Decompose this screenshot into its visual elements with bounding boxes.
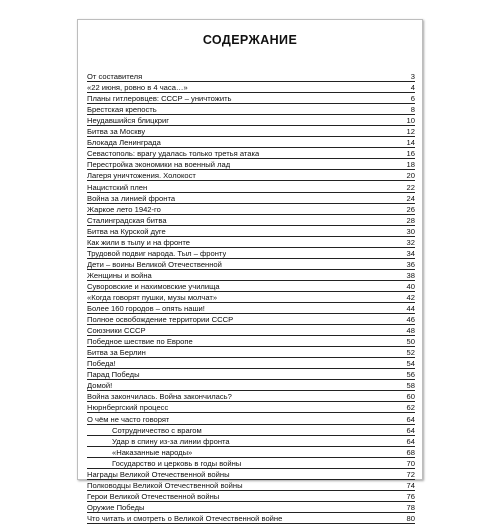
toc-entry-page: 22	[406, 182, 415, 192]
toc-entry-title: Севастополь: врагу удалась только третья атака	[87, 149, 260, 159]
toc-entry	[87, 104, 415, 115]
toc-entry-title: Государство и церковь в годы войны	[112, 458, 242, 468]
toc-entry-page: 26	[406, 204, 415, 214]
toc-entry-page: 72	[406, 469, 415, 479]
toc-entry	[87, 281, 415, 292]
toc-entry	[87, 248, 415, 259]
toc-entry	[87, 469, 415, 480]
toc-entry-title: Удар в спину из-за линии фронта	[112, 436, 230, 446]
toc-entry-title: Суворовские и нахимовские училища	[87, 281, 220, 291]
toc-entry-title: Герои Великой Отечественной войны	[87, 491, 220, 501]
toc-entry	[87, 347, 415, 358]
toc-entry	[87, 402, 415, 413]
toc-entry-title: Союзники СССР	[87, 326, 146, 336]
toc-entry-page: 36	[406, 259, 415, 269]
toc-entry-title: Полное освобождение территории СССР	[87, 315, 234, 325]
toc-entry	[87, 193, 415, 204]
toc-entry	[87, 436, 415, 447]
toc-entry-title: Оружие Победы	[87, 502, 145, 512]
toc-entry	[87, 270, 415, 281]
toc-entry-page: 3	[410, 72, 415, 82]
document-page	[77, 19, 423, 523]
toc-entry-title: «Когда говорят пушки, музы молчат»	[87, 292, 218, 302]
toc-entry-title: Неудавшийся блицкриг	[87, 116, 170, 126]
toc-entry	[87, 303, 415, 314]
toc-entry-page: 28	[406, 215, 415, 225]
toc-entry-title: Планы гитлеровцев: СССР – уничтожить	[87, 94, 232, 104]
toc-entry-page: 58	[406, 381, 415, 391]
toc-entry-page: 42	[406, 292, 415, 302]
toc-entry	[87, 170, 415, 181]
toc-entry-page: 74	[406, 480, 415, 490]
toc-entry-title: Битва на Курской дуге	[87, 226, 166, 236]
toc-entry-page: 6	[410, 94, 415, 104]
toc-entry	[87, 458, 415, 469]
toc-entry-page: 32	[406, 237, 415, 247]
toc-entry	[87, 115, 415, 126]
toc-entry	[87, 491, 415, 502]
toc-entry-title: Сталинградская битва	[87, 215, 167, 225]
toc-entry	[87, 292, 415, 303]
toc-entry	[87, 226, 415, 237]
toc-entry-page: 50	[406, 337, 415, 347]
toc-entry-title: О чём не часто говорят	[87, 414, 170, 424]
toc-entry-page: 64	[406, 425, 415, 435]
toc-entry-title: Награды Великой Отечественной войны	[87, 469, 230, 479]
toc-entry-page: 12	[406, 127, 415, 137]
toc-entry-page: 14	[406, 138, 415, 148]
toc-entry-page: 62	[406, 403, 415, 413]
toc-entry	[87, 159, 415, 170]
toc-entry-title: Лагеря уничтожения. Холокост	[87, 171, 196, 181]
toc-entry-title: Победное шествие по Европе	[87, 337, 193, 347]
toc-entry-page: 52	[406, 348, 415, 358]
toc-entry-page: 64	[406, 414, 415, 424]
toc-entry-title: Парад Победы	[87, 370, 140, 380]
toc-entry-title: Нюрнбергский процесс	[87, 403, 169, 413]
toc-entry	[87, 126, 415, 137]
toc-entry-page: 16	[406, 149, 415, 159]
toc-entry-title: Домой!	[87, 381, 113, 391]
toc-entry-page: 78	[406, 502, 415, 512]
toc-entry-page: 10	[406, 116, 415, 126]
toc-entry	[87, 237, 415, 248]
toc-entry-page: 54	[406, 359, 415, 369]
toc-entry	[87, 148, 415, 159]
toc-entry	[87, 513, 415, 524]
toc-entry-page: 64	[406, 436, 415, 446]
toc-entry-title: Полководцы Великой Отечественной войны	[87, 480, 243, 490]
toc-entry	[87, 447, 415, 458]
toc-entry-title: «22 июня, ровно в 4 часа…»	[87, 83, 188, 93]
toc-entry-title: Сотрудничество с врагом	[112, 425, 202, 435]
toc-entry-title: Битва за Берлин	[87, 348, 146, 358]
toc-entry-title: Что читать и смотреть о Великой Отечественной войне	[87, 513, 283, 523]
toc-entry	[87, 82, 415, 93]
toc-entry	[87, 480, 415, 491]
toc-entry-page: 48	[406, 326, 415, 336]
toc-entry-page: 40	[406, 281, 415, 291]
toc-entry-page: 4	[410, 83, 415, 93]
toc-entry-page: 60	[406, 392, 415, 402]
toc-entry-title: Жаркое лето 1942-го	[87, 204, 161, 214]
toc-entry-title: Война закончилась. Война закончилась?	[87, 392, 232, 402]
toc-entry-title: Женщины и война	[87, 270, 152, 280]
toc-entry	[87, 391, 415, 402]
toc-entry	[87, 204, 415, 215]
toc-entry	[87, 413, 415, 424]
toc-entry-page: 34	[406, 248, 415, 258]
toc-entry-title: Более 160 городов – опять наши!	[87, 304, 205, 314]
toc-entry-title: Блокада Ленинграда	[87, 138, 161, 148]
toc-entry-title: «Наказанные народы»	[112, 447, 193, 457]
table-of-contents	[87, 71, 415, 524]
toc-entry	[87, 502, 415, 513]
toc-entry	[87, 137, 415, 148]
toc-entry	[87, 425, 415, 436]
toc-entry	[87, 215, 415, 226]
toc-entry-page: 38	[406, 270, 415, 280]
toc-entry-page: 68	[406, 447, 415, 457]
toc-entry-page: 76	[406, 491, 415, 501]
toc-entry	[87, 181, 415, 192]
toc-entry	[87, 358, 415, 369]
toc-entry-page: 8	[410, 105, 415, 115]
page-title: СОДЕРЖАНИЕ	[202, 33, 298, 47]
toc-entry-page: 44	[406, 304, 415, 314]
toc-entry-title: Битва за Москву	[87, 127, 146, 137]
toc-entry-page: 70	[406, 458, 415, 468]
toc-entry	[87, 71, 415, 82]
toc-entry-title: Перестройка экономики на военный лад	[87, 160, 231, 170]
toc-entry-title: Победа!	[87, 359, 116, 369]
toc-entry	[87, 336, 415, 347]
toc-entry	[87, 314, 415, 325]
toc-entry-title: Брестская крепость	[87, 105, 157, 115]
toc-entry-title: Война за линией фронта	[87, 193, 176, 203]
toc-entry-title: Трудовой подвиг народа. Тыл – фронту	[87, 248, 227, 258]
toc-entry	[87, 380, 415, 391]
toc-entry-page: 20	[406, 171, 415, 181]
toc-entry-page: 30	[406, 226, 415, 236]
toc-entry-page: 46	[406, 315, 415, 325]
toc-entry-page: 18	[406, 160, 415, 170]
toc-entry-title: От составителя	[87, 72, 143, 82]
toc-entry	[87, 259, 415, 270]
toc-entry	[87, 369, 415, 380]
toc-entry-page: 24	[406, 193, 415, 203]
toc-entry-title: Дети – воины Великой Отечественной	[87, 259, 222, 269]
toc-entry-title: Как жили в тылу и на фронте	[87, 237, 190, 247]
toc-entry-page: 56	[406, 370, 415, 380]
toc-entry	[87, 325, 415, 336]
toc-entry-title: Нацистский плен	[87, 182, 148, 192]
toc-entry-page: 80	[406, 513, 415, 523]
toc-entry	[87, 93, 415, 104]
